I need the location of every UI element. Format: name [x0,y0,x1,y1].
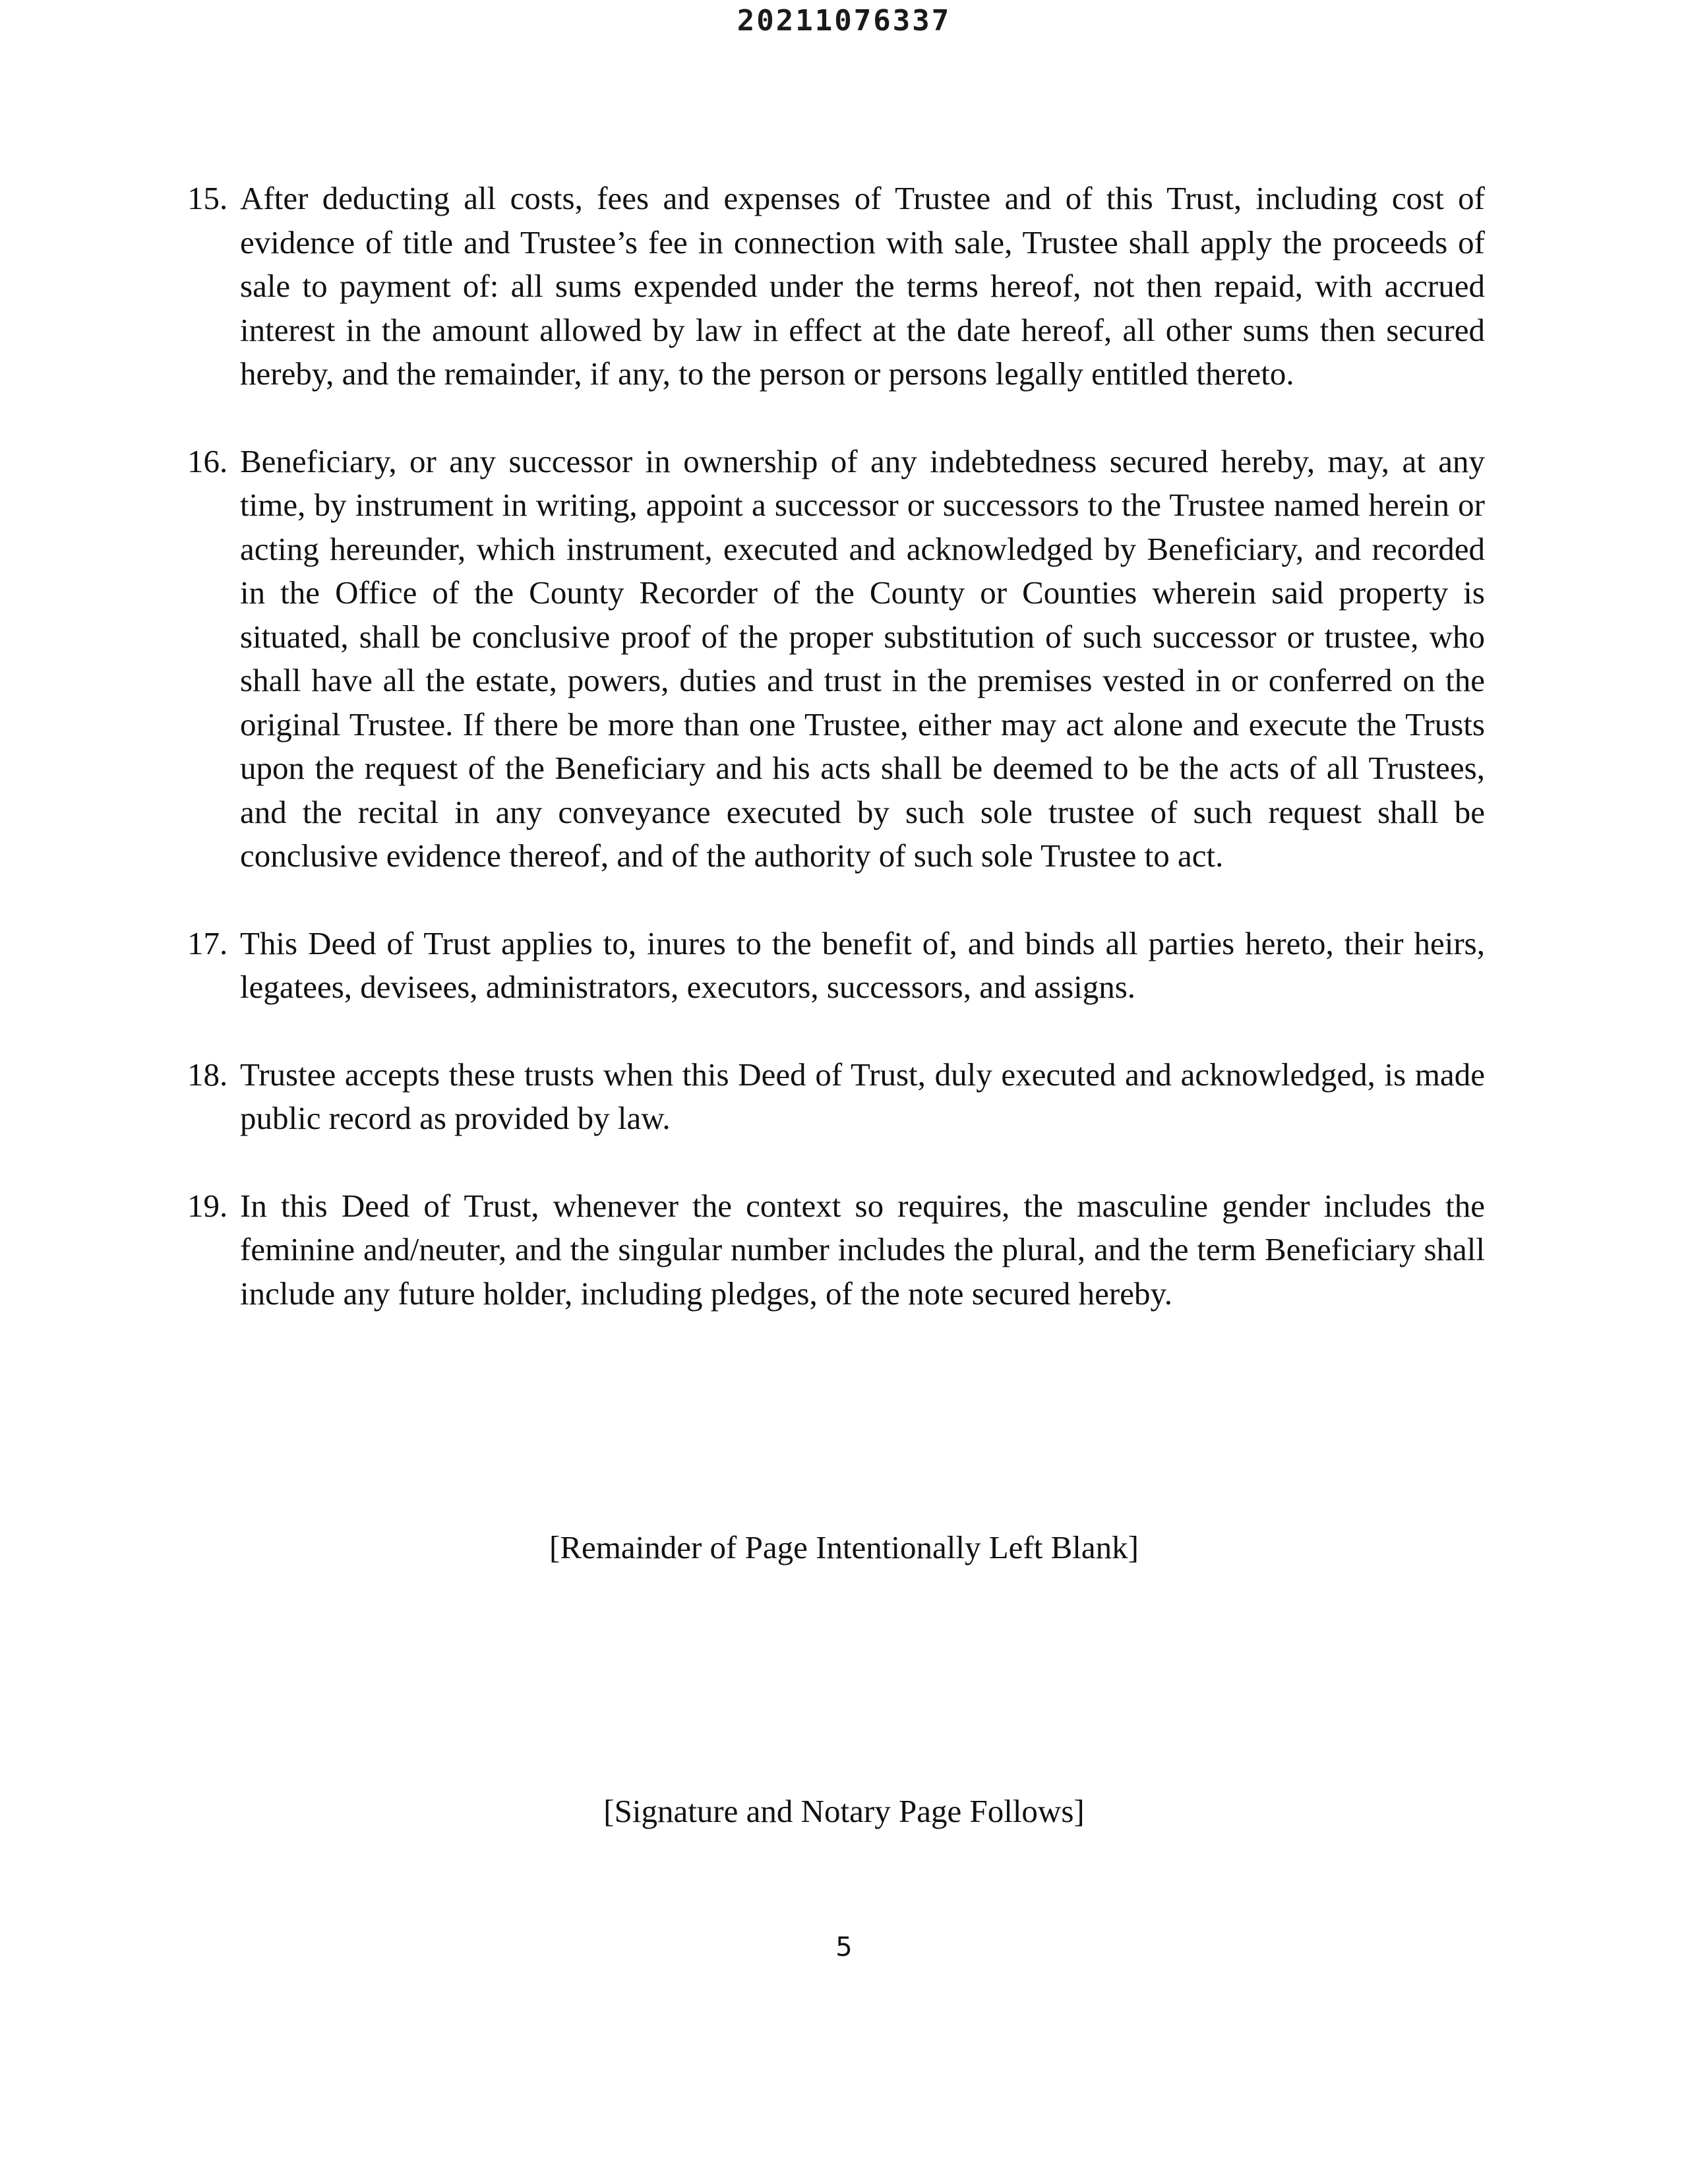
clause-text: After deducting all costs, fees and expenses of Trustee and of this Trust, including cost of evidence of title and Trustee’s fee in connection with sale, Trustee shall apply the proceeds of sale to payment of: all sums expended under the terms hereof, not then repaid, with accrued interest in the amount allowed by law in effect at the date hereof, all other sums then secured hereby, and the remainder, if any, to the person or persons legally entitled thereto. [240,180,1485,392]
clause-18 [187,1053,1485,1141]
clause-text: Trustee accepts these trusts when this Deed of Trust, duly executed and acknowledged, is made public record as provided by law. [240,1056,1485,1136]
clause-17 [187,922,1485,1010]
clause-number: 16. [187,442,228,479]
clause-15 [187,177,1485,396]
clause-list [187,177,1485,1359]
clause-number: 15. [187,180,228,216]
clause-text: Beneficiary, or any successor in ownership of any indebtedness secured hereby, may, at any time, by instrument in writing, appoint a successor or successors to the Trustee named herein or acting hereunder, which instrument, executed and acknowledged by Beneficiary, and recorded in the Office of the County Recorder of the County or Counties wherein said property is situated, shall be conclusive proof of the proper substitution of such successor or trustee, who shall have all the estate, powers, duties and trust in the premises vested in or conferred on the original Trustee. If there be more than one Trustee, either may act alone and execute the Trusts upon the request of the Beneficiary and his acts shall be deemed to be the acts of all Trustees, and the recital in any conveyance executed by such sole trustee of such request shall be conclusive evidence thereof, and of the authority of such sole Trustee to act. [240,442,1485,874]
remainder-blank-note: [Remainder of Page Intentionally Left Blank] [549,1529,1139,1565]
clause-16 [187,440,1485,878]
page-number: 5 [835,1932,853,1962]
clause-19 [187,1184,1485,1316]
clause-text: In this Deed of Trust, whenever the context so requires, the masculine gender includes the feminine and/neuter, and the singular number includes the plural, and the term Beneficiary shall include any future holder, including pledges, of the note secured hereby. [240,1187,1485,1312]
clause-number: 17. [187,925,228,961]
clause-text: This Deed of Trust applies to, inures to the benefit of, and binds all parties hereto, their heirs, legatees, devisees, administrators, executors, successors, and assigns. [240,925,1485,1005]
signature-follows-note: [Signature and Notary Page Follows] [603,1793,1085,1829]
recording-number: 20211076337 [737,4,951,38]
clause-number: 19. [187,1187,228,1224]
clause-number: 18. [187,1056,228,1093]
